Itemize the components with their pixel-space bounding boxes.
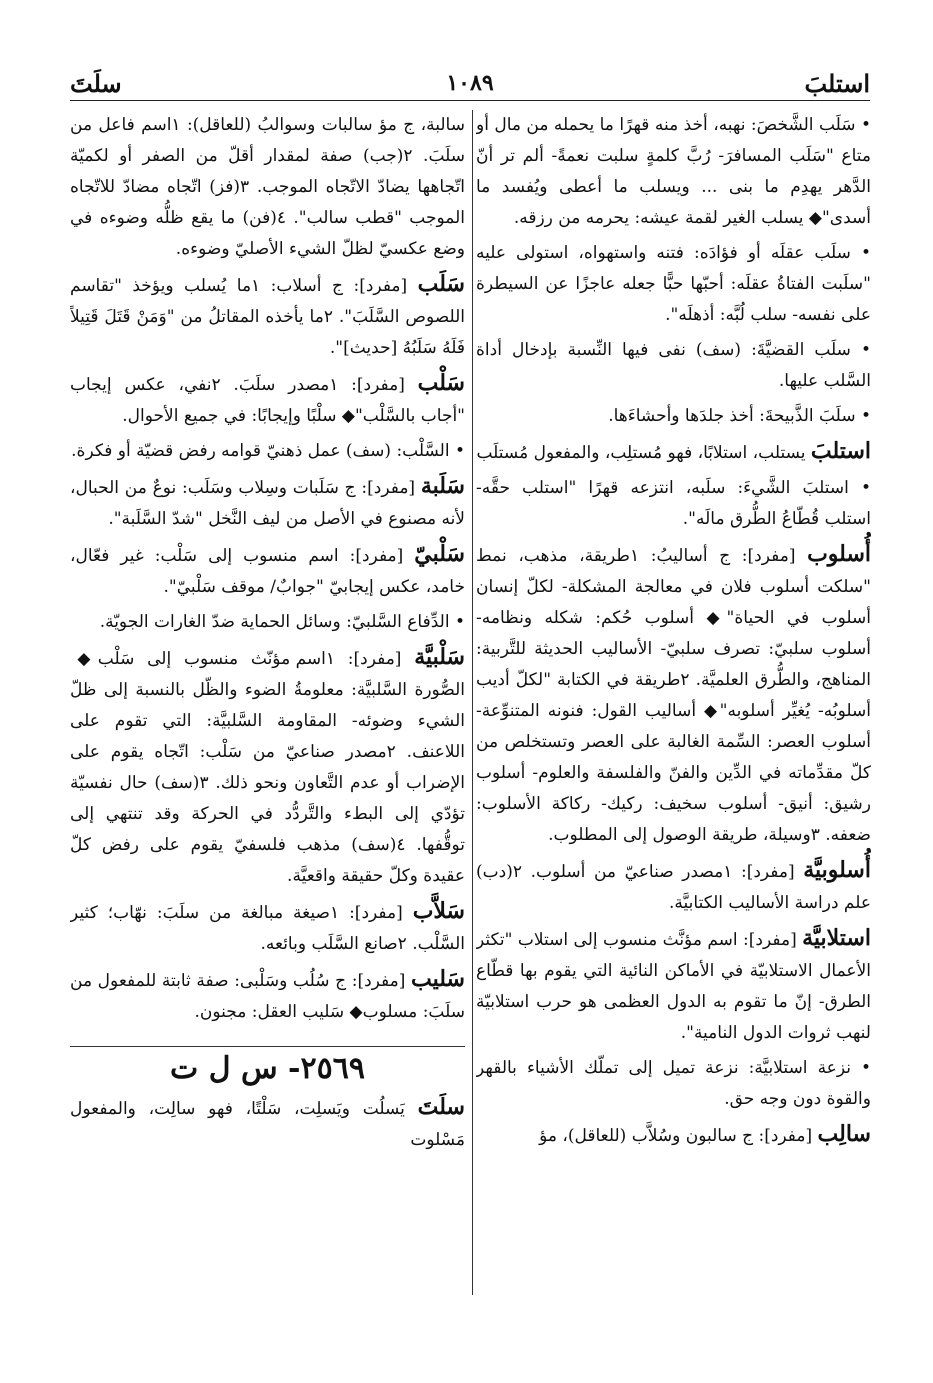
entry-headword: سَلْب: [417, 370, 465, 396]
entry-headword: سلَتَ: [417, 1094, 465, 1120]
entry-text: [مفرد]: اسم منسوب إلى سَلْب: غير فعّال، خامد، عكس إيجابيّ "جوابٌ/ موقف سَلْبيّ".: [70, 546, 465, 597]
header-right-word: استلبَ: [804, 69, 870, 98]
dictionary-entry: [70, 539, 465, 603]
entry-headword: سالِب: [817, 1121, 871, 1147]
right-column: [476, 110, 871, 1355]
entry-headword: سَلْبيَّة: [414, 644, 465, 670]
entry-headword: أُسلوب: [807, 541, 871, 567]
dictionary-entry: [476, 401, 871, 432]
entry-text: [مفرد]: ج سالبون وسُلاَّب (للعاقل)، مؤ: [539, 1126, 818, 1146]
dictionary-entry: [476, 923, 871, 1049]
entry-text: • استلبَ الشَّيءَ: سلَبه، انتزعه قهرًا "استلب حقَّه- استلب قُطّاعُ الطُّرق مالَه".: [476, 478, 871, 529]
entry-text: [مفرد]: ج سَلَبات وسِلاب وسَلَب: نوعٌ من الحبال، لأنه مصنوع في الأصل من ليف النَّخل "شدّ السَّلَبة".: [70, 478, 465, 529]
header-rule: [70, 100, 870, 101]
dictionary-entry: [476, 1119, 871, 1152]
dictionary-entry: [70, 110, 465, 265]
dictionary-entry: [476, 1053, 871, 1115]
entry-text: يَسلُت ويَسلِت، سَلْتًا، فهو سالِت، والمفعول مَسْلوت: [70, 1099, 465, 1150]
entry-headword: سَلْبيّ: [414, 541, 465, 567]
entry-text: [مفرد]: ج سُلُب وسَلْبى: صفة ثابتة للمفعول من سلَبَ: مسلوب◆ سَليب العقل: مجنون.: [70, 971, 465, 1022]
entry-text: [مفرد]: ١اسم مؤنّث منسوب إلى سَلْب◆ الصُّورة السَّلبيَّة: معلومةُ الضوء والظّل بالنسبة إلى ظلّ الشيء وضوئه- المقاومة السَّلبيَّة: التي تقوم على اللاعنف. ٢مصدر صناعيّ من سَلْب: اتّجاه يقوم على الإضراب أو عدم التَّعاون ونحو ذلك. ٣(سف) حال نفسيّة تؤدّي إلى البطء والتَّردُّد في الحركة وقد تنتهي إلى توقُّفها. ٤(سف) مذهب فلسفيّ يقوم على رفض كلّ عقيدة وكلّ حقيقة واقعيَّة.: [70, 649, 465, 886]
page-header: [70, 56, 870, 98]
header-left-word: سلَتَ: [70, 69, 122, 98]
dictionary-entry: [70, 436, 465, 467]
left-column: [70, 110, 465, 1355]
entry-headword: سَلَبة: [420, 473, 465, 499]
entry-text: • سلَب القضيَّةَ: (سف) نفى فيها النِّسبة بإدخال أداة السَّلب عليها.: [476, 340, 871, 391]
entry-text: [مفرد]: ١مصدر سلَبَ. ٢نفي، عكس إيجاب "أجاب بالسَّلْب"◆ سلْبًا وإيجابًا: في جميع الأحوال.: [70, 375, 465, 426]
dictionary-entry: [476, 238, 871, 331]
entry-text: [مفرد]: ١مصدر صناعيّ من أسلوب. ٢(دب) علم دراسة الأساليب الكتابيَّة.: [476, 862, 871, 913]
entry-text: [مفرد]: ج أساليبُ: ١طريقة، مذهب، نمط "سلكت أسلوب فلان في معالجة المشكلة- لكلّ إنسان أسلوب في الحياة"◆ أسلوب حُكم: شكله ونظامه- أسلوب سلبيّ: تصرف سلبيّ- الأساليب الحديثة للتَّربية: المناهج، والطُّرق العلميَّة. ٢طريقة في الكتابة "لكلّ أديب أسلوبُه- يُغيِّر أسلوبه"◆ أساليب القول: فنونه المتنوِّعة- أسلوب العصر: السِّمة الغالبة على العصر وتستخلص من كلّ مقدِّماته في الدِّين والفنّ والفلسفة والعلوم- أسلوب رشيق: أنيق- أسلوب سخيف: ركيك- ركاكة الأسلوب: ضعفه. ٣وسيلة، طريقة الوصول إلى المطلوب.: [476, 546, 871, 845]
dictionary-entry: [70, 607, 465, 638]
dictionary-entry: [476, 110, 871, 234]
column-divider: [472, 110, 473, 1295]
entry-text: • الدِّفاع السَّلبيّ: وسائل الحماية ضدّ الغارات الجويّة.: [99, 612, 465, 632]
root-heading: ٢٥٦٩- س ل ت: [70, 1046, 465, 1084]
dictionary-entry: [476, 335, 871, 397]
dictionary-entry: [476, 436, 871, 469]
entry-headword: استلابيَّة: [802, 925, 871, 951]
entry-text: يستلب، استلابًا، فهو مُستلِب، والمفعول مُستلَب: [476, 443, 811, 463]
dictionary-entry: [70, 471, 465, 535]
entry-text: • السَّلْب: (سف) عمل ذهنيّ قوامه رفض قضيّة أو فكرة.: [71, 441, 465, 461]
dictionary-entry: [70, 642, 465, 892]
dictionary-entry: [70, 368, 465, 432]
entry-text: [مفرد]: اسم مؤنَّث منسوب إلى استلاب "تكثر الأعمال الاستلابيّة في الأماكن النائية التي يقوم بها قطّاع الطرق- إنّ ما تقوم به الدول العظمى هو حرب استلابيّة لنهب ثروات الدول النامية".: [476, 930, 871, 1043]
page-number: ١٠٨٩: [446, 70, 494, 96]
entry-text: [مفرد]: ج أسلاب: ١ما يُسلب ويؤخذ "تقاسم اللصوص السَّلَبَ". ٢ما يأخذه المقاتلُ من "وَمَنْ قَتَلَ قَتِيلاً فَلَهُ سَلَبُهُ [حديث]".: [70, 276, 465, 358]
entry-text: سالبة، ج مؤ سالبات وسوالبُ (للعاقل): ١اسم فاعل من سلَبَ. ٢(جب) صفة لمقدار أقلّ من الصفر أو لكميّة اتّجاهها يضادّ الاتّجاه الموجب. ٣(فز) اتّجاه مضادّ للاتّجاه الموجب "قطب سالب". ٤(فن) ما يقع ظلُّه وضوءه في وضع عكسيّ لظلّ الشيء الأصليّ وضوءه.: [70, 115, 465, 259]
dictionary-entry: [70, 896, 465, 960]
dictionary-entry: [476, 539, 871, 851]
dictionary-entry: [70, 269, 465, 364]
entry-headword: سَليب: [411, 966, 465, 992]
entry-text: • نزعة استلابيَّة: نزعة تميل إلى تملّك الأشياء بالقهر والقوة دون وجه حق.: [476, 1058, 871, 1109]
entry-text: [مفرد]: ١صيغة مبالغة من سلَبَ: نهّاب؛ كثير السَّلْب. ٢صانع السَّلَب وبائعه.: [70, 903, 465, 954]
dictionary-entry: [70, 964, 465, 1028]
entry-text: • سَلَب الشَّخصَ: نهبه، أخذ منه قهرًا ما يحمله من مال أو متاع "سَلَب المسافرَ- رُبَّ كلمةٍ سلبت نعمةً- ألم تر أنّ الدَّهر يهدِم ما بنى ... ويسلب ما أعطى ويُفسد ما أسدى"◆ يسلب الغير لقمة عيشه: يحرمه من رزقه.: [476, 115, 871, 228]
entry-headword: سَلاَّب: [412, 898, 465, 924]
entry-headword: أُسلوبيَّة: [803, 857, 871, 883]
entry-text: • سلَب عقلَه أو فؤادَه: فتنه واستهواه، استولى عليه "سلَبت الفتاةُ عقلَه: أحبّها حبًّا جعله عاجزًا عن السيطرة على نفسه- سلب لُبَّه: أذهلَه".: [476, 243, 871, 325]
dictionary-entry: [70, 1092, 465, 1156]
dictionary-entry: [476, 855, 871, 919]
dictionary-entry: [476, 473, 871, 535]
entry-headword: سَلَب: [417, 271, 465, 297]
entry-headword: استلبَ: [810, 438, 871, 464]
entry-text: • سلَبَ الذَّبيحةَ: أخذ جلدَها وأحشاءَها.: [608, 406, 871, 426]
